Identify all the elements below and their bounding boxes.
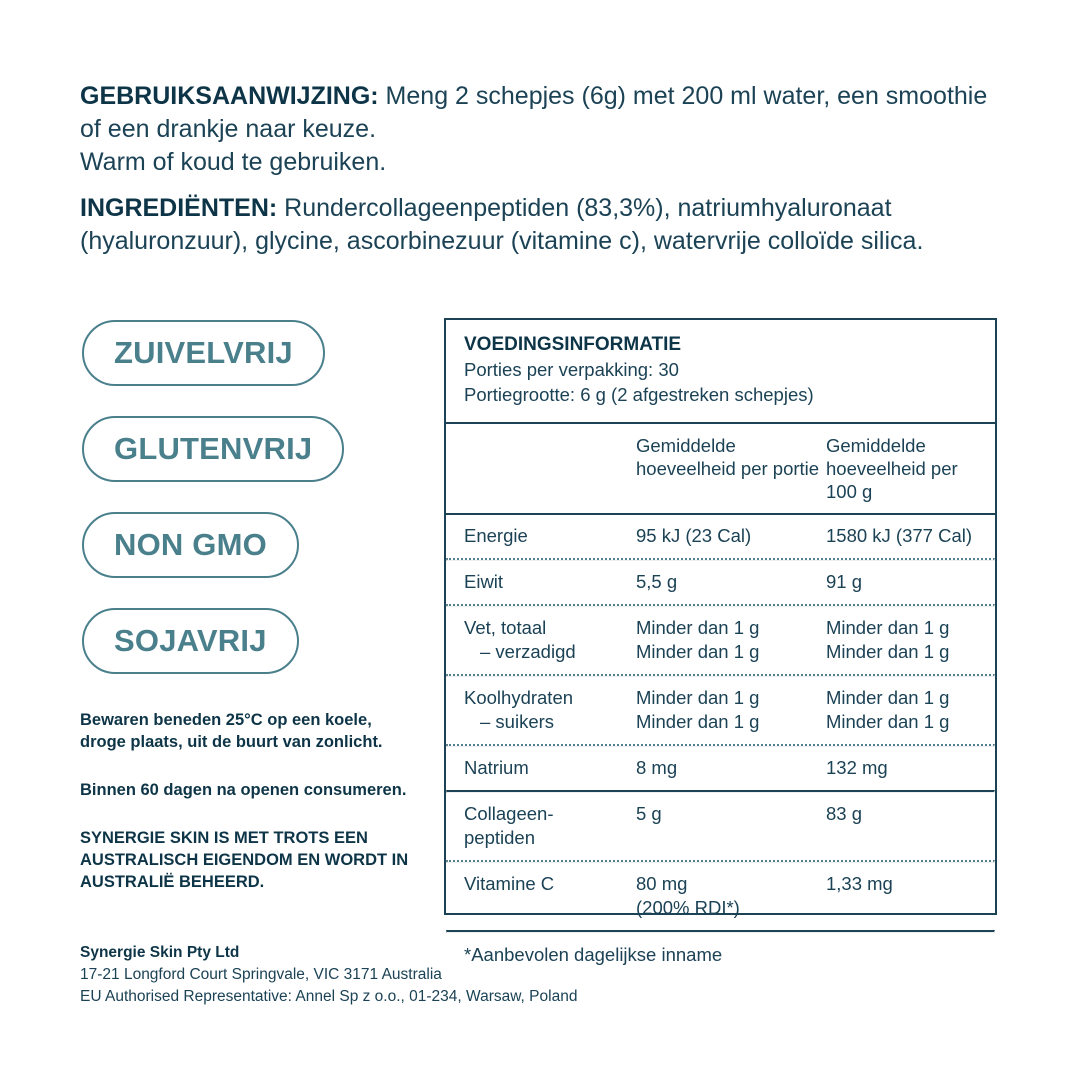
nutrient-per-serving: 95 kJ (23 Cal) bbox=[636, 525, 752, 547]
nutrient-per-100g: 83 g bbox=[826, 802, 863, 824]
nutrient-label: Eiwit bbox=[464, 571, 504, 593]
nutrition-footnote: *Aanbevolen dagelijkse inname bbox=[464, 943, 723, 965]
storage-instructions bbox=[80, 710, 410, 894]
nutrient-label: Collageen- bbox=[464, 802, 554, 824]
badge-non-gmo: NON GMO bbox=[82, 512, 299, 578]
servings-per-package: Porties per verpakking: 30 bbox=[464, 359, 679, 380]
nutrient-per-100g: Minder dan 1 g bbox=[826, 686, 950, 708]
company-name: Synergie Skin Pty Ltd bbox=[80, 944, 240, 961]
badge-soy-free: SOJAVRIJ bbox=[82, 608, 299, 674]
nutrient-sublabel: – suikers bbox=[480, 711, 555, 733]
column-header-per-serving: Gemiddelde hoeveelheid per portie bbox=[636, 434, 820, 479]
nutrient-label: Energie bbox=[464, 525, 528, 547]
nutrient-label: Koolhydraten bbox=[464, 686, 574, 708]
nutrient-per-100g: 91 g bbox=[826, 571, 863, 593]
nutrient-per-serving: 8 mg bbox=[636, 757, 678, 779]
usage-directions bbox=[80, 80, 1000, 179]
storage-conditions: Bewaren beneden 25°C op een koele, droge plaats, uit de buurt van zonlicht. bbox=[80, 711, 383, 751]
nutrient-label: Vitamine C bbox=[464, 872, 555, 894]
nutrient-sub-per-serving: Minder dan 1 g bbox=[636, 641, 760, 663]
nutrient-per-serving: 5 g bbox=[636, 802, 662, 824]
nutrient-per-serving: 5,5 g bbox=[636, 571, 678, 593]
badge-dairy-free: ZUIVELVRIJ bbox=[82, 320, 325, 386]
eu-representative: EU Authorised Representative: Annel Sp z o.o., 01-234, Warsaw, Poland bbox=[80, 988, 578, 1005]
nutrient-per-100g: 1,33 mg bbox=[826, 872, 893, 894]
nutrient-per-100g: Minder dan 1 g bbox=[826, 616, 950, 638]
serving-size: Portiegrootte: 6 g (2 afgestreken schepjes) bbox=[464, 383, 814, 405]
nutrient-sub-per-100g: Minder dan 1 g bbox=[826, 641, 950, 663]
nutrient-per-100g: 1580 kJ (377 Cal) bbox=[826, 525, 973, 547]
nutrient-label: Vet, totaal bbox=[464, 616, 547, 638]
badge-gluten-free: GLUTENVRIJ bbox=[82, 416, 344, 482]
origin-statement: SYNERGIE SKIN IS MET TROTS EEN AUSTRALISCH EIGENDOM EN WORDT IN AUSTRALIË BEHEERD. bbox=[80, 828, 409, 891]
usage-directions-label: GEBRUIKSAANWIJZING: bbox=[80, 82, 379, 110]
company-address: 17-21 Longford Court Springvale, VIC 3171 Australia bbox=[80, 966, 442, 983]
nutrient-per-serving: Minder dan 1 g bbox=[636, 616, 760, 638]
ingredients bbox=[80, 192, 1000, 258]
ingredients-text: Rundercollageenpeptiden (83,3%), natriumhyaluronaat (hyaluronzuur), glycine, ascorbinezuur (vitamine c), watervrije colloïde silica. bbox=[80, 194, 924, 255]
nutrition-title: VOEDINGSINFORMATIE bbox=[464, 334, 682, 355]
nutrient-label: Natrium bbox=[464, 757, 529, 779]
nutrition-column-headers bbox=[446, 424, 995, 516]
nutrient-per-100g: 132 mg bbox=[826, 757, 888, 779]
nutrient-sublabel: peptiden bbox=[464, 827, 535, 849]
table-row bbox=[446, 607, 995, 674]
usage-directions-line2: Warm of koud te gebruiken. bbox=[80, 148, 387, 176]
nutrient-sub-per-serving: (200% RDI*) bbox=[636, 897, 740, 919]
nutrition-information-panel bbox=[444, 318, 997, 965]
table-row bbox=[446, 747, 995, 790]
table-row bbox=[446, 515, 995, 558]
nutrient-sub-per-serving: Minder dan 1 g bbox=[636, 711, 760, 733]
table-row bbox=[446, 793, 995, 860]
nutrient-per-serving: Minder dan 1 g bbox=[636, 686, 760, 708]
ingredients-label: INGREDIËNTEN: bbox=[80, 194, 278, 222]
table-row bbox=[446, 561, 995, 604]
column-header-label bbox=[464, 434, 636, 504]
nutrient-sub-per-100g: Minder dan 1 g bbox=[826, 711, 950, 733]
column-header-per-100g: Gemiddelde hoeveelheid per 100 g bbox=[826, 434, 958, 503]
nutrient-per-serving: 80 mg bbox=[636, 872, 688, 894]
certification-badges bbox=[82, 320, 344, 674]
storage-after-opening: Binnen 60 dagen na openen consumeren. bbox=[80, 780, 407, 799]
nutrition-header bbox=[446, 320, 995, 424]
usage-directions-text: Meng 2 schepjes (6g) met 200 ml water, een smoothie of een drankje naar keuze. bbox=[80, 82, 988, 143]
nutrient-sublabel: – verzadigd bbox=[480, 641, 576, 663]
table-row bbox=[446, 677, 995, 744]
table-row bbox=[446, 863, 995, 930]
